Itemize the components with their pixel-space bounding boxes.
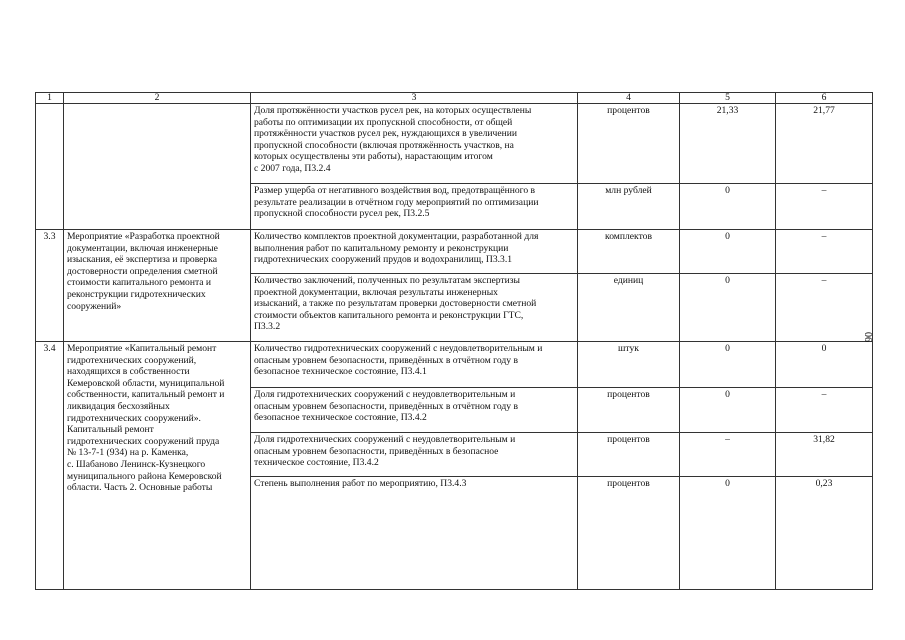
- header-col-4: 4: [578, 93, 680, 104]
- value-col6-cell: –: [776, 388, 873, 433]
- indicator-cell: Количество гидротехнических сооружений с неудовлетворительным и опасным уровнем безопасности, приведённых в отчётном году в безопасное техническое состояние, П3.4.1: [251, 342, 578, 388]
- table-row: [36, 342, 873, 388]
- page-number: 06: [862, 332, 873, 342]
- row-number-cell: 3.4: [36, 342, 64, 590]
- unit-cell: процентов: [578, 388, 680, 433]
- indicator-cell: Размер ущерба от негативного воздействия вод, предотвращённого в результате реализации в отчётном году мероприятий по оптимизации пропускной способности русел рек, П3.2.5: [251, 184, 578, 230]
- value-col6-cell: 0: [776, 342, 873, 388]
- unit-cell: штук: [578, 342, 680, 388]
- table-row: [36, 104, 873, 184]
- value-col5-cell: 0: [680, 230, 776, 274]
- table-row: [36, 230, 873, 274]
- column-number-header: [36, 93, 873, 104]
- value-col5-cell: 0: [680, 388, 776, 433]
- header-col-1: 1: [36, 93, 64, 104]
- unit-cell: процентов: [578, 433, 680, 477]
- unit-cell: процентов: [578, 104, 680, 184]
- indicator-cell: Количество заключений, полученных по результатам экспертизы проектной документации, включая результаты инженерных изысканий, а также по результатам проверки достоверности сметной стоимости объектов капитального ремонта и реконструкции ГТС, П3.3.2: [251, 274, 578, 342]
- indicator-cell: Доля протяжённости участков русел рек, на которых осуществлены работы по оптимизации их пропускной способности, от общей протяжённости участков русел рек, нуждающихся в увеличении пропускной способности (включая протяжённость участков, на которых осуществлены эти работы), нарастающим итогом с 2007 года, П3.2.4: [251, 104, 578, 184]
- unit-cell: комплектов: [578, 230, 680, 274]
- value-col6-cell: –: [776, 274, 873, 342]
- row-number-cell: [36, 104, 64, 230]
- row-number-cell: 3.3: [36, 230, 64, 342]
- indicator-cell: Доля гидротехнических сооружений с неудовлетворительным и опасным уровнем безопасности, приведённых в отчётном году в безопасное техническое состояние, П3.4.2: [251, 388, 578, 433]
- value-col6-cell: 0,23: [776, 477, 873, 590]
- value-col6-cell: 21,77: [776, 104, 873, 184]
- value-col5-cell: 21,33: [680, 104, 776, 184]
- value-col5-cell: –: [680, 433, 776, 477]
- header-col-3: 3: [251, 93, 578, 104]
- event-cell: Мероприятие «Капитальный ремонт гидротехнических сооружений, находящихся в собственности Кемеровской области, муниципальной собственности, капитальный ремонт и ликвидация бесхозяйных гидротехнических сооружений». Капитальный ремонт гидротехнических сооружений пруда № 13-7-1 (934) на р. Каменка, с. Шабаново Ленинск-Кузнецкого муниципального района Кемеровской области. Часть 2. Основные работы: [64, 342, 251, 590]
- indicators-table: [35, 92, 873, 590]
- value-col6-cell: –: [776, 184, 873, 230]
- unit-cell: процентов: [578, 477, 680, 590]
- header-col-5: 5: [680, 93, 776, 104]
- value-col5-cell: 0: [680, 342, 776, 388]
- indicator-cell: Количество комплектов проектной документации, разработанной для выполнения работ по капитальному ремонту и реконструкции гидротехнических сооружений прудов и водохранилищ, П3.3.1: [251, 230, 578, 274]
- value-col5-cell: 0: [680, 184, 776, 230]
- value-col5-cell: 0: [680, 477, 776, 590]
- value-col5-cell: 0: [680, 274, 776, 342]
- header-col-2: 2: [64, 93, 251, 104]
- event-cell: Мероприятие «Разработка проектной документации, включая инженерные изыскания, её экспертиза и проверка достоверности определения сметной стоимости капитального ремонта и реконструкции гидротехнических сооружений»: [64, 230, 251, 342]
- event-cell: [64, 104, 251, 230]
- unit-cell: млн рублей: [578, 184, 680, 230]
- value-col6-cell: 31,82: [776, 433, 873, 477]
- indicator-cell: Доля гидротехнических сооружений с неудовлетворительным и опасным уровнем безопасности, приведённых в безопасное техническое состояние, П3.4.2: [251, 433, 578, 477]
- header-col-6: 6: [776, 93, 873, 104]
- value-col6-cell: –: [776, 230, 873, 274]
- indicator-cell: Степень выполнения работ по мероприятию, П3.4.3: [251, 477, 578, 590]
- unit-cell: единиц: [578, 274, 680, 342]
